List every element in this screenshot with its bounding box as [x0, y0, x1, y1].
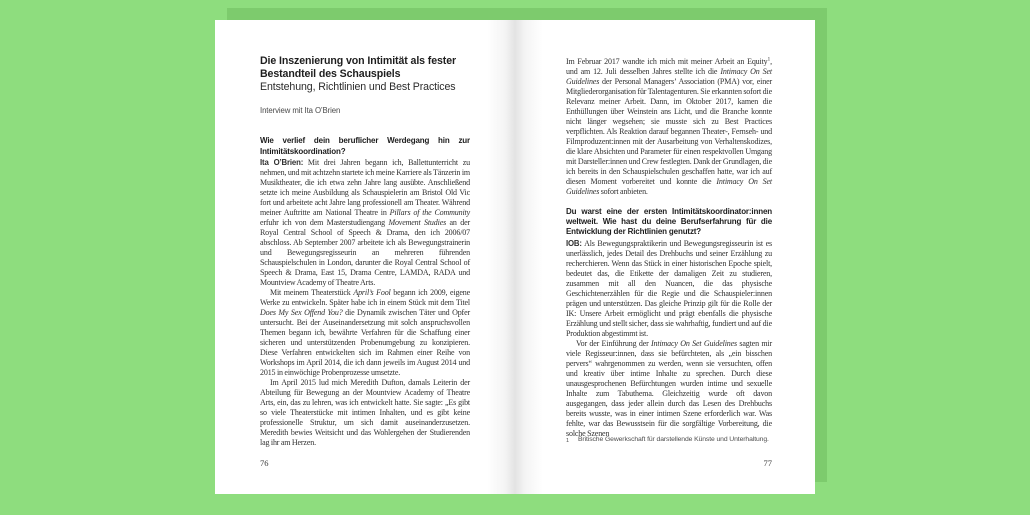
- answer-paragraph: IOB: Als Bewegungspraktikerin und Bewegungsregisseurin ist es unerlässlich, jedes Detail des Drehbuchs und seiner Erzählung zu recherchieren. Wenn das Stück in einer historischen Epoche spielt, bedeutet das, die Etikette der damaligen Zeit zu studieren, zusammen mit all den Nuancen, die das physische Geschichtenerzählen für die Regie und die Schauspieler:innen prägen und unterstützen. Das gleiche Prinzip gilt für die Rolle der IK: Unsere Arbeit ermöglicht und prägt ebenfalls die physische Erzählung und stellt sicher, dass sie wahrhaftig, fundiert und auf die Produktion abgestimmt ist.: [566, 238, 772, 338]
- page-number-left: 76: [260, 458, 269, 468]
- chapter-title-line-1: Die Inszenierung von Intimität als fester: [260, 55, 457, 67]
- left-page: [215, 20, 515, 494]
- footnote-text: Britische Gewerkschaft für darstellende Künste und Unterhaltung.: [578, 436, 769, 443]
- answer-paragraph: Ita O’Brien: Mit drei Jahren begann ich, Ballettunterricht zu nehmen, und mit achtzehn startete ich meine Karriere als Tänzerin im Musiktheater, die ich etwa zehn Jahre lang ausübte. Anschließend setzte ich meine Ausbildung als Schauspielerin am Bristol Old Vic fort und arbeitete acht Jahre lang professionell am Theater. Während meiner Auftritte am National Theatre in Pillars of the Community erfuhr ich von dem Masterstudiengang Movement Studies an der Royal Central School of Speech & Drama, den ich 2006/07 abschloss. Ab September 2007 arbeitete ich als Bewegungstrainerin und Bewegungsregisseurin an mehreren führenden Schauspielschulen in London, darunter die Royal Central School of Speech & Drama, East 15, Drama Centre, LAMDA, RADA und Mountview Academy of Theatre Arts.: [260, 157, 470, 287]
- page-number-right: 77: [763, 458, 772, 468]
- answer-paragraph: Mit meinem Theaterstück April’s Fool begann ich 2009, eigene Werke zu entwickeln. Später habe ich in einem Stück mit dem Titel Does My Sex Offend You? die Dynamik zwischen Täter und Opfer untersucht. Bei der Auseinandersetzung mit solch anspruchsvollen Themen begann ich, bewährte Verfahren für die Schaffung einer sicheren und unterstützenden Probenumgebung zu konzipieren. Diese Verfahren entwickelten sich im Rahmen einer Reihe von Workshops im April 2014, die ich dann jeweils im August 2014 und 2015 in einwöchige Probenprozesse umsetzte.: [260, 287, 471, 377]
- book-spread: [215, 20, 815, 494]
- interview-question-2: Du warst eine der ersten Intimitätskoordinator:innen weltweit. Wie hast du deine Berufserfahrung für die Entwicklung der Richtlinien genutzt?: [566, 207, 772, 237]
- interview-byline: Interview mit Ita O’Brien: [260, 106, 341, 116]
- interview-question-1: Wie verlief dein beruflicher Werdegang hin zur Intimitätskoordination?: [260, 136, 470, 156]
- answer-paragraph: Vor der Einführung der Intimacy On Set Guidelines sagten mir viele Regisseur:innen, dass sie befürchteten, als „ein bisschen pervers“ wahrgenommen zu werden, wenn sie versuchten, offen und kreativ über intime Inhalte zu sprechen. Durch diese unausgesprochenen Befürchtungen wurden intime und sexuelle Inhalte zum Tabuthema. Gleichzeitig wurde oft davon ausgegangen, dass jeder allein durch das Lesen des Drehbuchs bereits wusste, was in einer intimen Szene erforderlich war. Was fehlte, war das Bewusstsein für die sorgfältige Vorbereitung, die solche Szenen: [566, 338, 772, 438]
- footnote-marker: 1: [566, 437, 570, 444]
- footnote: [566, 436, 772, 445]
- chapter-subtitle: Entstehung, Richtlinien und Best Practices: [260, 80, 456, 93]
- answer-paragraph: Im April 2015 lud mich Meredith Dufton, damals Leiterin der Abteilung für Bewegung an der Mountview Academy of Theatre Arts, ein, das zu lehren, was ich entwickelt hatte. Sie sagte: „Es gibt so viele Theaterstücke mit intimen Inhalten, und es gibt keine professionelle Struktur, um sich damit auseinanderzusetzen. Meredith bewies Weitsicht und das Wohlergehen der Studierenden lag ihr am Herzen.: [260, 377, 470, 447]
- chapter-title: [260, 55, 470, 93]
- right-page: [515, 20, 815, 494]
- answer-paragraph: Im Februar 2017 wandte ich mich mit meiner Arbeit an Equity$^1$, und am 12. Juli desselben Jahres stellte ich die Intimacy On Set Guidelines der Personal Managers’ Association (PMA) vor, einer Mitgliederorganisation für Talentagenturen. Sie erkannten sofort die Relevanz meiner Arbeit. Dann, im Oktober 2017, kamen die Enthüllungen über Weinstein ans Licht, und die Branche konnte nicht länger wegsehen; sie musste sich zu Best Practices verpflichten. Als Reaktion darauf begannen Theater-, Fernseh- und Filmproduzent:innen mit der Ausarbeitung von Verhaltenskodizes, die klare Absichten und Parameter für einen respektvollen Umgang mit Darsteller:innen und Crew festlegten. Dank der Grundlagen, die ich bereits in den Schauspielschulen geschaffen hatte, war ich auf diesen Moment vorbereitet und konnte die Intimacy On Set Guidelines sofort anbieten.: [566, 56, 772, 196]
- chapter-title-line-2: Bestandteil des Schauspiels: [260, 67, 401, 80]
